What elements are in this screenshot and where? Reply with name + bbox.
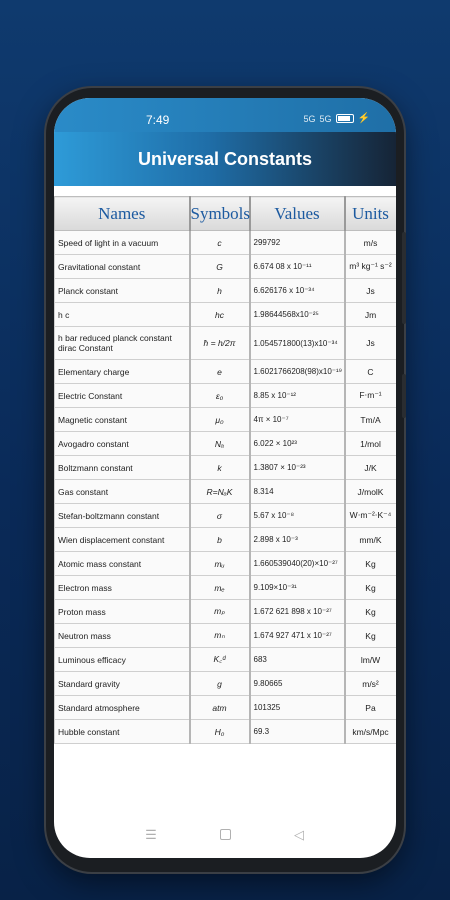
cell-symbol: R=NₐK <box>190 480 250 504</box>
table-row <box>55 624 397 648</box>
cell-unit: Kg <box>345 576 397 600</box>
cell-unit: lm/W <box>345 648 397 672</box>
cell-unit: W⋅m⁻²⋅K⁻⁴ <box>345 504 397 528</box>
constants-table <box>54 196 396 744</box>
cell-name: Neutron mass <box>55 624 190 648</box>
cell-unit: Jm <box>345 303 397 327</box>
cell-symbol: mₚ <box>190 600 250 624</box>
cell-name: Speed of light in a vacuum <box>55 231 190 255</box>
charging-icon: ⚡ <box>357 113 370 124</box>
cell-value: 1.6021766208(98)x10⁻¹⁹ <box>250 360 345 384</box>
cell-name: Magnetic constant <box>55 408 190 432</box>
cell-value: 8.85 x 10⁻¹² <box>250 384 345 408</box>
volume-button <box>402 374 406 418</box>
cell-symbol: hc <box>190 303 250 327</box>
cell-value: 1.98644568x10⁻²⁵ <box>250 303 345 327</box>
table-row <box>55 504 397 528</box>
cell-name: Proton mass <box>55 600 190 624</box>
home-icon[interactable] <box>210 828 240 843</box>
cell-symbol: k <box>190 456 250 480</box>
cell-unit: mm/K <box>345 528 397 552</box>
table-row <box>55 327 397 360</box>
table-row <box>55 552 397 576</box>
cell-value: 2.898 x 10⁻³ <box>250 528 345 552</box>
table-row <box>55 696 397 720</box>
signal-icon-2: 5G <box>319 113 332 124</box>
cell-name: Electron mass <box>55 576 190 600</box>
cell-symbol: mᵤ <box>190 552 250 576</box>
signal-icon: 5G <box>303 113 316 124</box>
cell-symbol: ħ = h/2π <box>190 327 250 360</box>
cell-unit: km/s/Mpc <box>345 720 397 744</box>
cell-value: 9.109×10⁻³¹ <box>250 576 345 600</box>
table-row <box>55 720 397 744</box>
cell-symbol: e <box>190 360 250 384</box>
cell-symbol: μ₀ <box>190 408 250 432</box>
cell-symbol: H₀ <box>190 720 250 744</box>
cell-name: Wien displacement constant <box>55 528 190 552</box>
table-row <box>55 432 397 456</box>
cell-name: Luminous efficacy <box>55 648 190 672</box>
status-time: 7:49 <box>146 113 170 127</box>
cell-symbol: atm <box>190 696 250 720</box>
header-values: Values <box>250 197 345 231</box>
header-symbols: Symbols <box>190 197 250 231</box>
cell-name: Stefan-boltzmann constant <box>55 504 190 528</box>
cell-value: 1.660539040(20)×10⁻²⁷ <box>250 552 345 576</box>
table-row <box>55 456 397 480</box>
cell-name: Boltzmann constant <box>55 456 190 480</box>
table-row <box>55 528 397 552</box>
constants-table-container <box>54 196 396 744</box>
cell-unit: Tm/A <box>345 408 397 432</box>
page-title: Universal Constants <box>137 148 313 169</box>
cell-unit: Kg <box>345 624 397 648</box>
cell-unit: m/s² <box>345 672 397 696</box>
cell-name: Atomic mass constant <box>55 552 190 576</box>
header-units: Units <box>345 197 397 231</box>
table-row <box>55 600 397 624</box>
cell-unit: Kg <box>345 600 397 624</box>
table-row <box>55 303 397 327</box>
cell-value: 1.3807 × 10⁻²³ <box>250 456 345 480</box>
cell-value: 69.3 <box>250 720 345 744</box>
table-row <box>55 672 397 696</box>
cell-value: 101325 <box>250 696 345 720</box>
cell-unit: m³ kg⁻¹ s⁻² <box>345 255 397 279</box>
cell-value: 683 <box>250 648 345 672</box>
cell-unit: Kg <box>345 552 397 576</box>
cell-name: h bar reduced planck constant dirac Constant <box>55 327 190 360</box>
cell-unit: Pa <box>345 696 397 720</box>
table-row <box>55 360 397 384</box>
table-row <box>55 408 397 432</box>
cell-value: 6.674 08 x 10⁻¹¹ <box>250 255 345 279</box>
battery-icon <box>336 114 354 123</box>
cell-name: h c <box>55 303 190 327</box>
cell-symbol: mₙ <box>190 624 250 648</box>
cell-unit: J/K <box>345 456 397 480</box>
cell-symbol: h <box>190 279 250 303</box>
status-bar <box>54 98 396 132</box>
cell-value: 1.054571800(13)x10⁻³⁴ <box>250 327 345 360</box>
cell-symbol: c <box>190 231 250 255</box>
cell-value: 5.67 x 10⁻⁸ <box>250 504 345 528</box>
cell-symbol: Nₐ <box>190 432 250 456</box>
cell-value: 4π × 10⁻⁷ <box>250 408 345 432</box>
app-bar <box>54 132 396 186</box>
table-row <box>55 384 397 408</box>
cell-symbol: g <box>190 672 250 696</box>
cell-value: 9.80665 <box>250 672 345 696</box>
cell-unit: m/s <box>345 231 397 255</box>
cell-name: Avogadro constant <box>55 432 190 456</box>
table-row <box>55 648 397 672</box>
cell-value: 6.626176 x 10⁻³⁴ <box>250 279 345 303</box>
table-row <box>55 480 397 504</box>
cell-value: 299792 <box>250 231 345 255</box>
table-row <box>55 576 397 600</box>
cell-symbol: mₑ <box>190 576 250 600</box>
table-row <box>55 255 397 279</box>
status-icons <box>304 113 370 124</box>
cell-name: Gravitational constant <box>55 255 190 279</box>
table-row <box>55 231 397 255</box>
table-row <box>55 279 397 303</box>
cell-unit: F⋅m⁻¹ <box>345 384 397 408</box>
table-body <box>55 231 397 744</box>
cell-unit: J/molK <box>345 480 397 504</box>
cell-unit: 1/mol <box>345 432 397 456</box>
cell-symbol: G <box>190 255 250 279</box>
cell-name: Gas constant <box>55 480 190 504</box>
cell-name: Standard gravity <box>55 672 190 696</box>
cell-symbol: ε₀ <box>190 384 250 408</box>
cell-value: 1.672 621 898 x 10⁻²⁷ <box>250 600 345 624</box>
cell-name: Electric Constant <box>55 384 190 408</box>
cell-symbol: b <box>190 528 250 552</box>
navigation-bar <box>54 812 396 858</box>
cell-unit: C <box>345 360 397 384</box>
back-icon[interactable]: ◁ <box>294 827 304 842</box>
cell-symbol: K꜀ᵈ <box>190 648 250 672</box>
cell-unit: Js <box>345 327 397 360</box>
cell-name: Standard atmosphere <box>55 696 190 720</box>
cell-symbol: σ <box>190 504 250 528</box>
cell-name: Planck constant <box>55 279 190 303</box>
menu-icon[interactable]: ☰ <box>145 827 157 842</box>
cell-value: 8.314 <box>250 480 345 504</box>
header-names: Names <box>55 197 190 231</box>
cell-name: Hubble constant <box>55 720 190 744</box>
cell-value: 1.674 927 471 x 10⁻²⁷ <box>250 624 345 648</box>
table-header-row <box>55 197 397 231</box>
screen <box>54 98 396 858</box>
cell-name: Elementary charge <box>55 360 190 384</box>
cell-unit: Js <box>345 279 397 303</box>
power-button <box>402 232 406 324</box>
cell-value: 6.022 × 10²³ <box>250 432 345 456</box>
